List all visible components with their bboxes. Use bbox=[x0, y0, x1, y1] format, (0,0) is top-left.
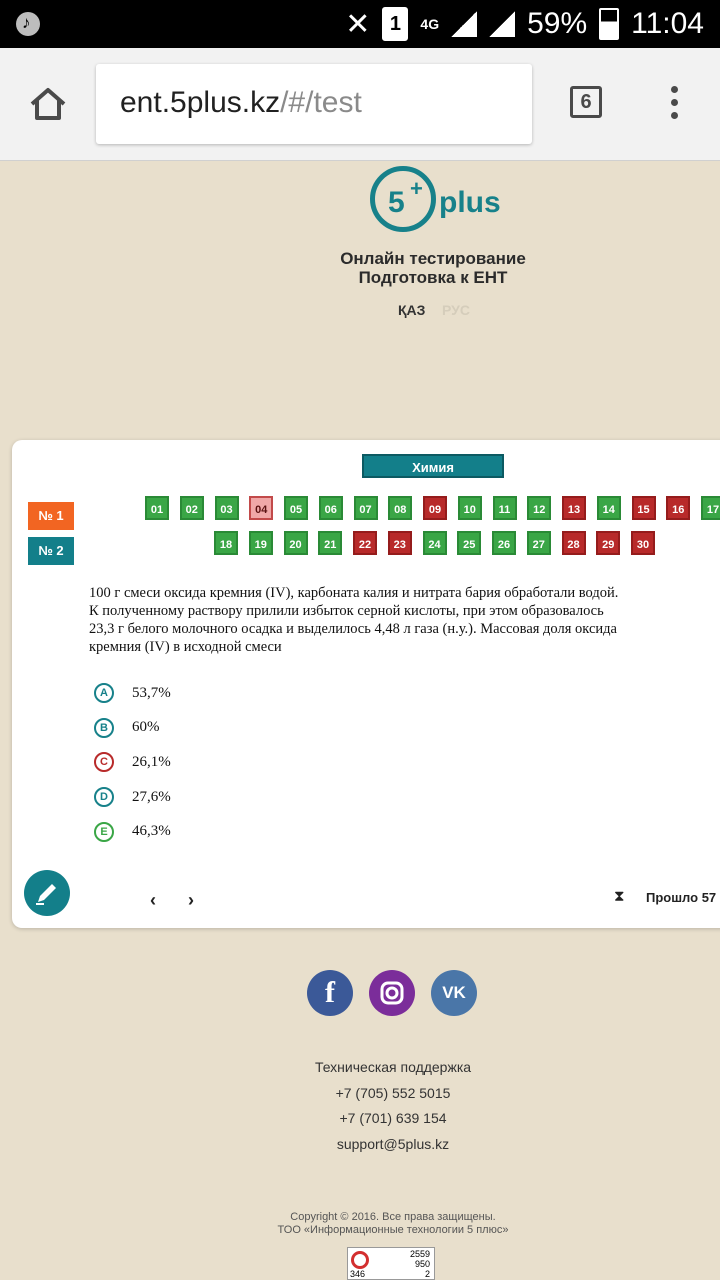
question-number-17[interactable]: 17 bbox=[701, 496, 720, 520]
signal-icon-2 bbox=[489, 11, 515, 37]
mute-icon: ✕ bbox=[345, 7, 371, 41]
music-icon bbox=[16, 12, 40, 36]
support-phone-2[interactable]: +7 (701) 639 154 bbox=[339, 1110, 447, 1126]
browser-toolbar bbox=[0, 48, 720, 161]
battery-icon bbox=[599, 8, 619, 40]
signal-icon bbox=[451, 11, 477, 37]
sim-icon: 1 bbox=[382, 7, 408, 41]
lang-kaz-link[interactable]: ҚАЗ bbox=[398, 302, 426, 318]
variant-2-button[interactable]: № 2 bbox=[28, 537, 74, 565]
support-phone-1[interactable]: +7 (705) 552 5015 bbox=[335, 1085, 451, 1101]
counter-logo-icon bbox=[351, 1251, 369, 1269]
question-number-26[interactable]: 26 bbox=[492, 531, 516, 555]
question-number-29[interactable]: 29 bbox=[596, 531, 620, 555]
variant-1-button[interactable]: № 1 bbox=[28, 502, 74, 530]
question-number-02[interactable]: 02 bbox=[180, 496, 204, 520]
question-number-18[interactable]: 18 bbox=[214, 531, 238, 555]
support-title: Техническая поддержка bbox=[314, 1059, 472, 1075]
overflow-menu-icon[interactable] bbox=[666, 86, 682, 126]
question-number-16[interactable]: 16 bbox=[666, 496, 690, 520]
home-icon[interactable] bbox=[28, 84, 68, 124]
question-number-27[interactable]: 27 bbox=[527, 531, 551, 555]
question-number-03[interactable]: 03 bbox=[215, 496, 239, 520]
visit-counter[interactable] bbox=[347, 1247, 435, 1280]
answer-text: 60% bbox=[132, 719, 160, 736]
counter-value-a: 2559 bbox=[409, 1249, 430, 1259]
question-number-24[interactable]: 24 bbox=[423, 531, 447, 555]
battery-percent: 59% bbox=[527, 7, 588, 40]
question-number-15[interactable]: 15 bbox=[632, 496, 656, 520]
site-title-line1: Онлайн тестирование bbox=[340, 249, 526, 268]
answer-text: 26,1% bbox=[132, 753, 171, 770]
question-number-07[interactable]: 07 bbox=[354, 496, 378, 520]
question-text: 100 г смеси оксида кремния (IV), карбоната калия и нитрата бария обработали водой. К полученному раствору прилили избыток серной кислоты, при этом образовалось 23,3 г белого молочного осадка и выделилось 4,48 л газа (н.у.). Массовая доля оксида кремния (IV) в исходной смеси bbox=[89, 585, 619, 655]
question-number-21[interactable]: 21 bbox=[318, 531, 342, 555]
answer-radio[interactable]: B bbox=[94, 718, 114, 738]
test-card bbox=[12, 440, 720, 928]
question-number-28[interactable]: 28 bbox=[562, 531, 586, 555]
question-number-19[interactable]: 19 bbox=[249, 531, 273, 555]
counter-value-b: 950 bbox=[414, 1259, 430, 1269]
prev-question-button[interactable]: ‹ bbox=[150, 890, 156, 910]
question-number-10[interactable]: 10 bbox=[458, 496, 482, 520]
network-type: 4G bbox=[420, 16, 440, 32]
site-title-line2: Подготовка к ЕНТ bbox=[358, 268, 508, 287]
answer-option-a[interactable] bbox=[94, 680, 171, 706]
elapsed-time: Прошло 57 bbox=[646, 890, 717, 905]
question-number-22[interactable]: 22 bbox=[353, 531, 377, 555]
answer-radio[interactable]: E bbox=[94, 822, 114, 842]
status-bar bbox=[0, 0, 720, 48]
question-number-23[interactable]: 23 bbox=[388, 531, 412, 555]
copyright-text: Copyright © 2016. Все права защищены. bbox=[290, 1211, 496, 1223]
pencil-button[interactable] bbox=[24, 870, 70, 916]
answer-option-c[interactable] bbox=[94, 749, 171, 775]
answer-text: 46,3% bbox=[132, 823, 171, 840]
counter-value-c: 346 bbox=[350, 1269, 366, 1279]
question-number-06[interactable]: 06 bbox=[319, 496, 343, 520]
site-logo[interactable]: 5 + plus bbox=[366, 164, 506, 238]
question-number-04[interactable]: 04 bbox=[249, 496, 273, 520]
question-number-05[interactable]: 05 bbox=[284, 496, 308, 520]
vk-icon[interactable]: VK bbox=[431, 970, 477, 1016]
answer-radio[interactable]: D bbox=[94, 787, 114, 807]
address-bar[interactable] bbox=[96, 64, 532, 144]
question-number-09[interactable]: 09 bbox=[423, 496, 447, 520]
question-number-11[interactable]: 11 bbox=[493, 496, 517, 520]
answer-option-b[interactable] bbox=[94, 715, 160, 741]
question-number-20[interactable]: 20 bbox=[284, 531, 308, 555]
question-number-14[interactable]: 14 bbox=[597, 496, 621, 520]
url-text: ent.5plus.kz/#/test bbox=[120, 86, 362, 119]
next-question-button[interactable]: › bbox=[188, 890, 194, 910]
tab-switcher-button[interactable]: 6 bbox=[570, 86, 602, 118]
support-email[interactable]: support@5plus.kz bbox=[336, 1136, 450, 1152]
company-text: ТОО «Информационные технологии 5 плюс» bbox=[277, 1224, 509, 1236]
facebook-icon[interactable]: f bbox=[307, 970, 353, 1016]
answer-text: 27,6% bbox=[132, 788, 171, 805]
lang-rus-link[interactable]: РУС bbox=[442, 302, 470, 318]
question-number-25[interactable]: 25 bbox=[457, 531, 481, 555]
question-number-30[interactable]: 30 bbox=[631, 531, 655, 555]
answer-radio[interactable]: A bbox=[94, 683, 114, 703]
subject-tab[interactable]: Химия bbox=[362, 454, 504, 478]
question-number-01[interactable]: 01 bbox=[145, 496, 169, 520]
pencil-icon bbox=[24, 870, 70, 916]
hourglass-icon: ⧗ bbox=[614, 888, 625, 905]
answer-option-e[interactable] bbox=[94, 819, 171, 845]
answer-option-d[interactable] bbox=[94, 784, 171, 810]
question-number-12[interactable]: 12 bbox=[527, 496, 551, 520]
question-number-13[interactable]: 13 bbox=[562, 496, 586, 520]
instagram-icon[interactable] bbox=[369, 970, 415, 1016]
counter-value-d: 2 bbox=[424, 1269, 430, 1279]
question-number-08[interactable]: 08 bbox=[388, 496, 412, 520]
answer-text: 53,7% bbox=[132, 684, 171, 701]
clock: 11:04 bbox=[631, 7, 704, 40]
answer-radio[interactable]: C bbox=[94, 752, 114, 772]
